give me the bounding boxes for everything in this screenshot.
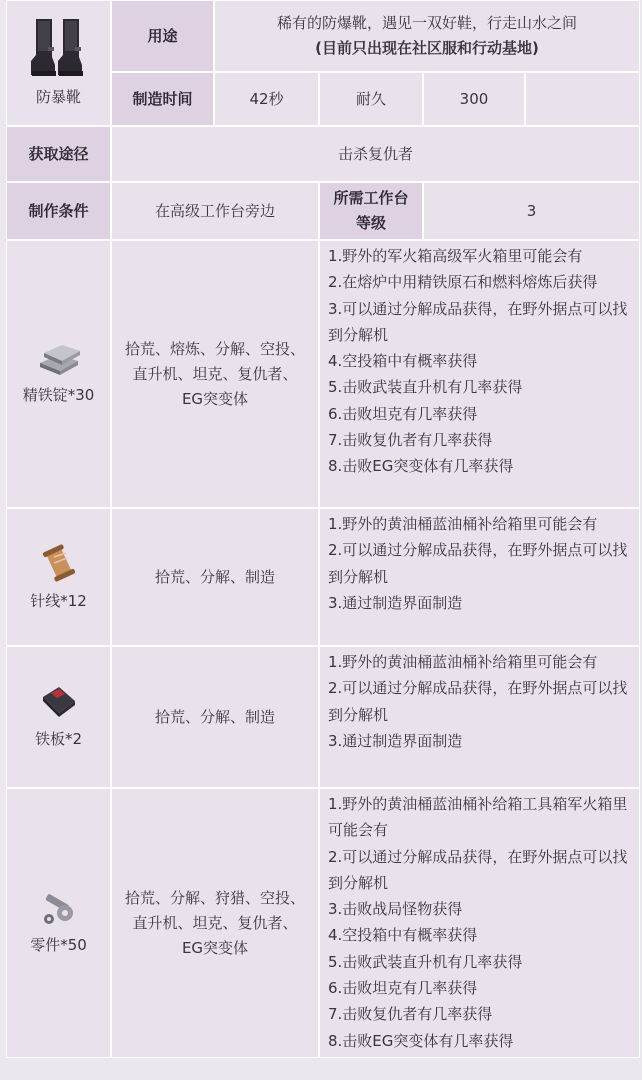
usage-description: 稀有的防爆靴，遇见一双好鞋，行走山水之间 (276, 14, 577, 32)
detail-line: 2.可以通过分解成品获得，在野外据点可以找到分解机 (328, 847, 628, 892)
material-details (319, 508, 640, 646)
workbench-level-label: 所需工作台等级 (319, 182, 423, 240)
usage-value (214, 0, 640, 72)
detail-line: 2.可以通过分解成品获得，在野外据点可以找到分解机 (328, 679, 628, 724)
material-cell-iron-plate (6, 646, 111, 788)
obtain-label: 获取途径 (6, 126, 111, 182)
material-sources: 拾荒、分解、制造 (111, 646, 319, 788)
detail-line: 5.击败武装直升机有几率获得 (328, 952, 523, 971)
detail-line: 3.击败战局怪物获得 (328, 900, 463, 919)
material-name: 零件*50 (30, 935, 87, 954)
item-name: 防暴靴 (35, 87, 81, 106)
detail-line: 8.击败EG突变体有几率获得 (328, 457, 514, 476)
thread-spool-icon (42, 541, 76, 583)
material-name: 精铁锭*30 (22, 385, 95, 404)
boots-icon (30, 17, 88, 79)
craft-condition-value: 在高级工作台旁边 (111, 182, 319, 240)
craft-time-label: 制造时间 (111, 72, 214, 126)
material-name: 针线*12 (30, 591, 87, 610)
detail-line: 7.击败复仇者有几率获得 (328, 431, 493, 450)
usage-label: 用途 (111, 0, 214, 72)
detail-line: 1.野外的黄油桶蓝油桶补给箱里可能会有 (328, 653, 598, 671)
durability-value: 300 (423, 72, 525, 126)
material-details (319, 788, 640, 1058)
material-cell-parts (6, 788, 111, 1058)
detail-line: 6.击败坦克有几率获得 (328, 979, 478, 998)
craft-time-value: 42秒 (214, 72, 319, 126)
detail-line: 8.击败EG突变体有几率获得 (328, 1031, 514, 1050)
workbench-level-value: 3 (423, 182, 640, 240)
detail-line: 4.空投箱中有概率获得 (328, 352, 478, 371)
iron-ingot-icon (36, 341, 82, 377)
item-cell (6, 0, 111, 126)
detail-line: 3.通过制造界面制造 (328, 731, 463, 750)
material-cell-thread (6, 508, 111, 646)
empty-cell (525, 72, 640, 126)
detail-line: 4.空投箱中有概率获得 (328, 926, 478, 945)
obtain-value: 击杀复仇者 (111, 126, 640, 182)
durability-label: 耐久 (319, 72, 423, 126)
detail-line: 3.通过制造界面制造 (328, 593, 463, 612)
parts-icon (39, 889, 79, 927)
detail-line: 1.野外的黄油桶蓝油桶补给箱工具箱军火箱里可能会有 (328, 795, 628, 840)
detail-line: 3.可以通过分解成品获得，在野外据点可以找到分解机 (328, 299, 628, 344)
material-sources: 拾荒、分解、狩猎、空投、直升机、坦克、复仇者、EG突变体 (111, 788, 319, 1058)
detail-line: 1.野外的黄油桶蓝油桶补给箱里可能会有 (328, 515, 598, 533)
material-cell-iron-ingot (6, 240, 111, 508)
material-details (319, 646, 640, 788)
detail-line: 6.击败坦克有几率获得 (328, 404, 478, 423)
detail-line: 7.击败复仇者有几率获得 (328, 1005, 493, 1024)
detail-line: 1.野外的军火箱高级军火箱里可能会有 (328, 247, 583, 265)
material-sources: 拾荒、分解、制造 (111, 508, 319, 646)
detail-line: 2.在熔炉中用精铁原石和燃料熔炼后获得 (328, 273, 598, 292)
material-name: 铁板*2 (34, 729, 83, 748)
craft-condition-label: 制作条件 (6, 182, 111, 240)
material-sources: 拾荒、熔炼、分解、空投、直升机、坦克、复仇者、EG突变体 (111, 240, 319, 508)
detail-line: 5.击败武装直升机有几率获得 (328, 378, 523, 397)
material-details (319, 240, 640, 508)
usage-note: (目前只出现在社区服和行动基地) (315, 39, 539, 57)
iron-plate-icon (39, 683, 79, 721)
detail-line: 2.可以通过分解成品获得，在野外据点可以找到分解机 (328, 541, 628, 586)
item-info-table (6, 0, 640, 1058)
